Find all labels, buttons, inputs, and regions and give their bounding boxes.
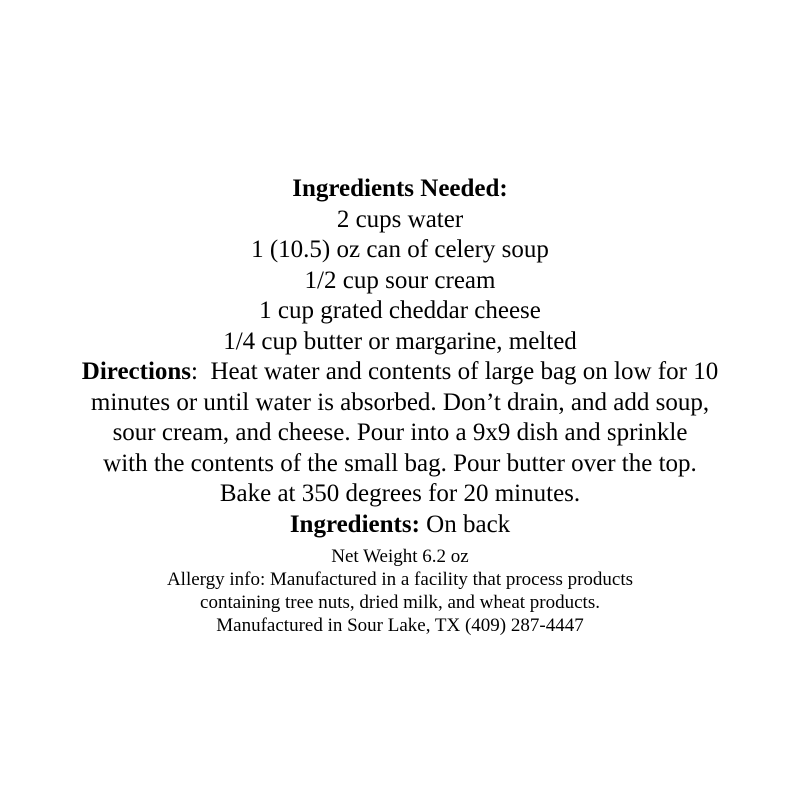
manufacturer-info: Manufactured in Sour Lake, TX (409) 287-4447 [216, 615, 584, 636]
ingredient-item: 1/4 cup butter or margarine, melted [223, 327, 577, 355]
directions-line: minutes or until water is absorbed. Don’t drain, and add soup, [90, 388, 710, 416]
ingredients-reference [0, 510, 800, 541]
ingredient-item: 2 cups water [336, 205, 464, 233]
ingredient-item: 1 (10.5) oz can of celery soup [251, 236, 549, 263]
directions-line-first [30, 357, 770, 388]
recipe-label [0, 174, 800, 637]
ingredient-item: 1/2 cup sour cream [304, 266, 496, 294]
directions-line: Bake at 350 degrees for 20 minutes. [219, 480, 581, 507]
directions-colon: : [191, 358, 198, 385]
directions-heading: Directions [81, 358, 192, 385]
directions-line: with the contents of the small bag. Pour butter over the top. [103, 449, 697, 477]
directions-block [30, 357, 770, 510]
net-weight: Net Weight 6.2 oz [331, 546, 469, 567]
ingredients-needed-heading: Ingredients Needed: [292, 175, 508, 202]
allergy-info-line: containing tree nuts, dried milk, and wheat products. [200, 592, 600, 613]
ingredients-ref-heading: Ingredients: [289, 510, 420, 538]
ingredients-ref-value: On back [426, 510, 511, 538]
directions-line: sour cream, and cheese. Pour into a 9x9 dish and sprinkle [112, 419, 688, 446]
directions-text: Heat water and contents of large bag on low for 10 [210, 358, 719, 385]
ingredient-item: 1 cup grated cheddar cheese [259, 297, 541, 324]
allergy-info-line: Allergy info: Manufactured in a facility that process products [166, 569, 634, 590]
